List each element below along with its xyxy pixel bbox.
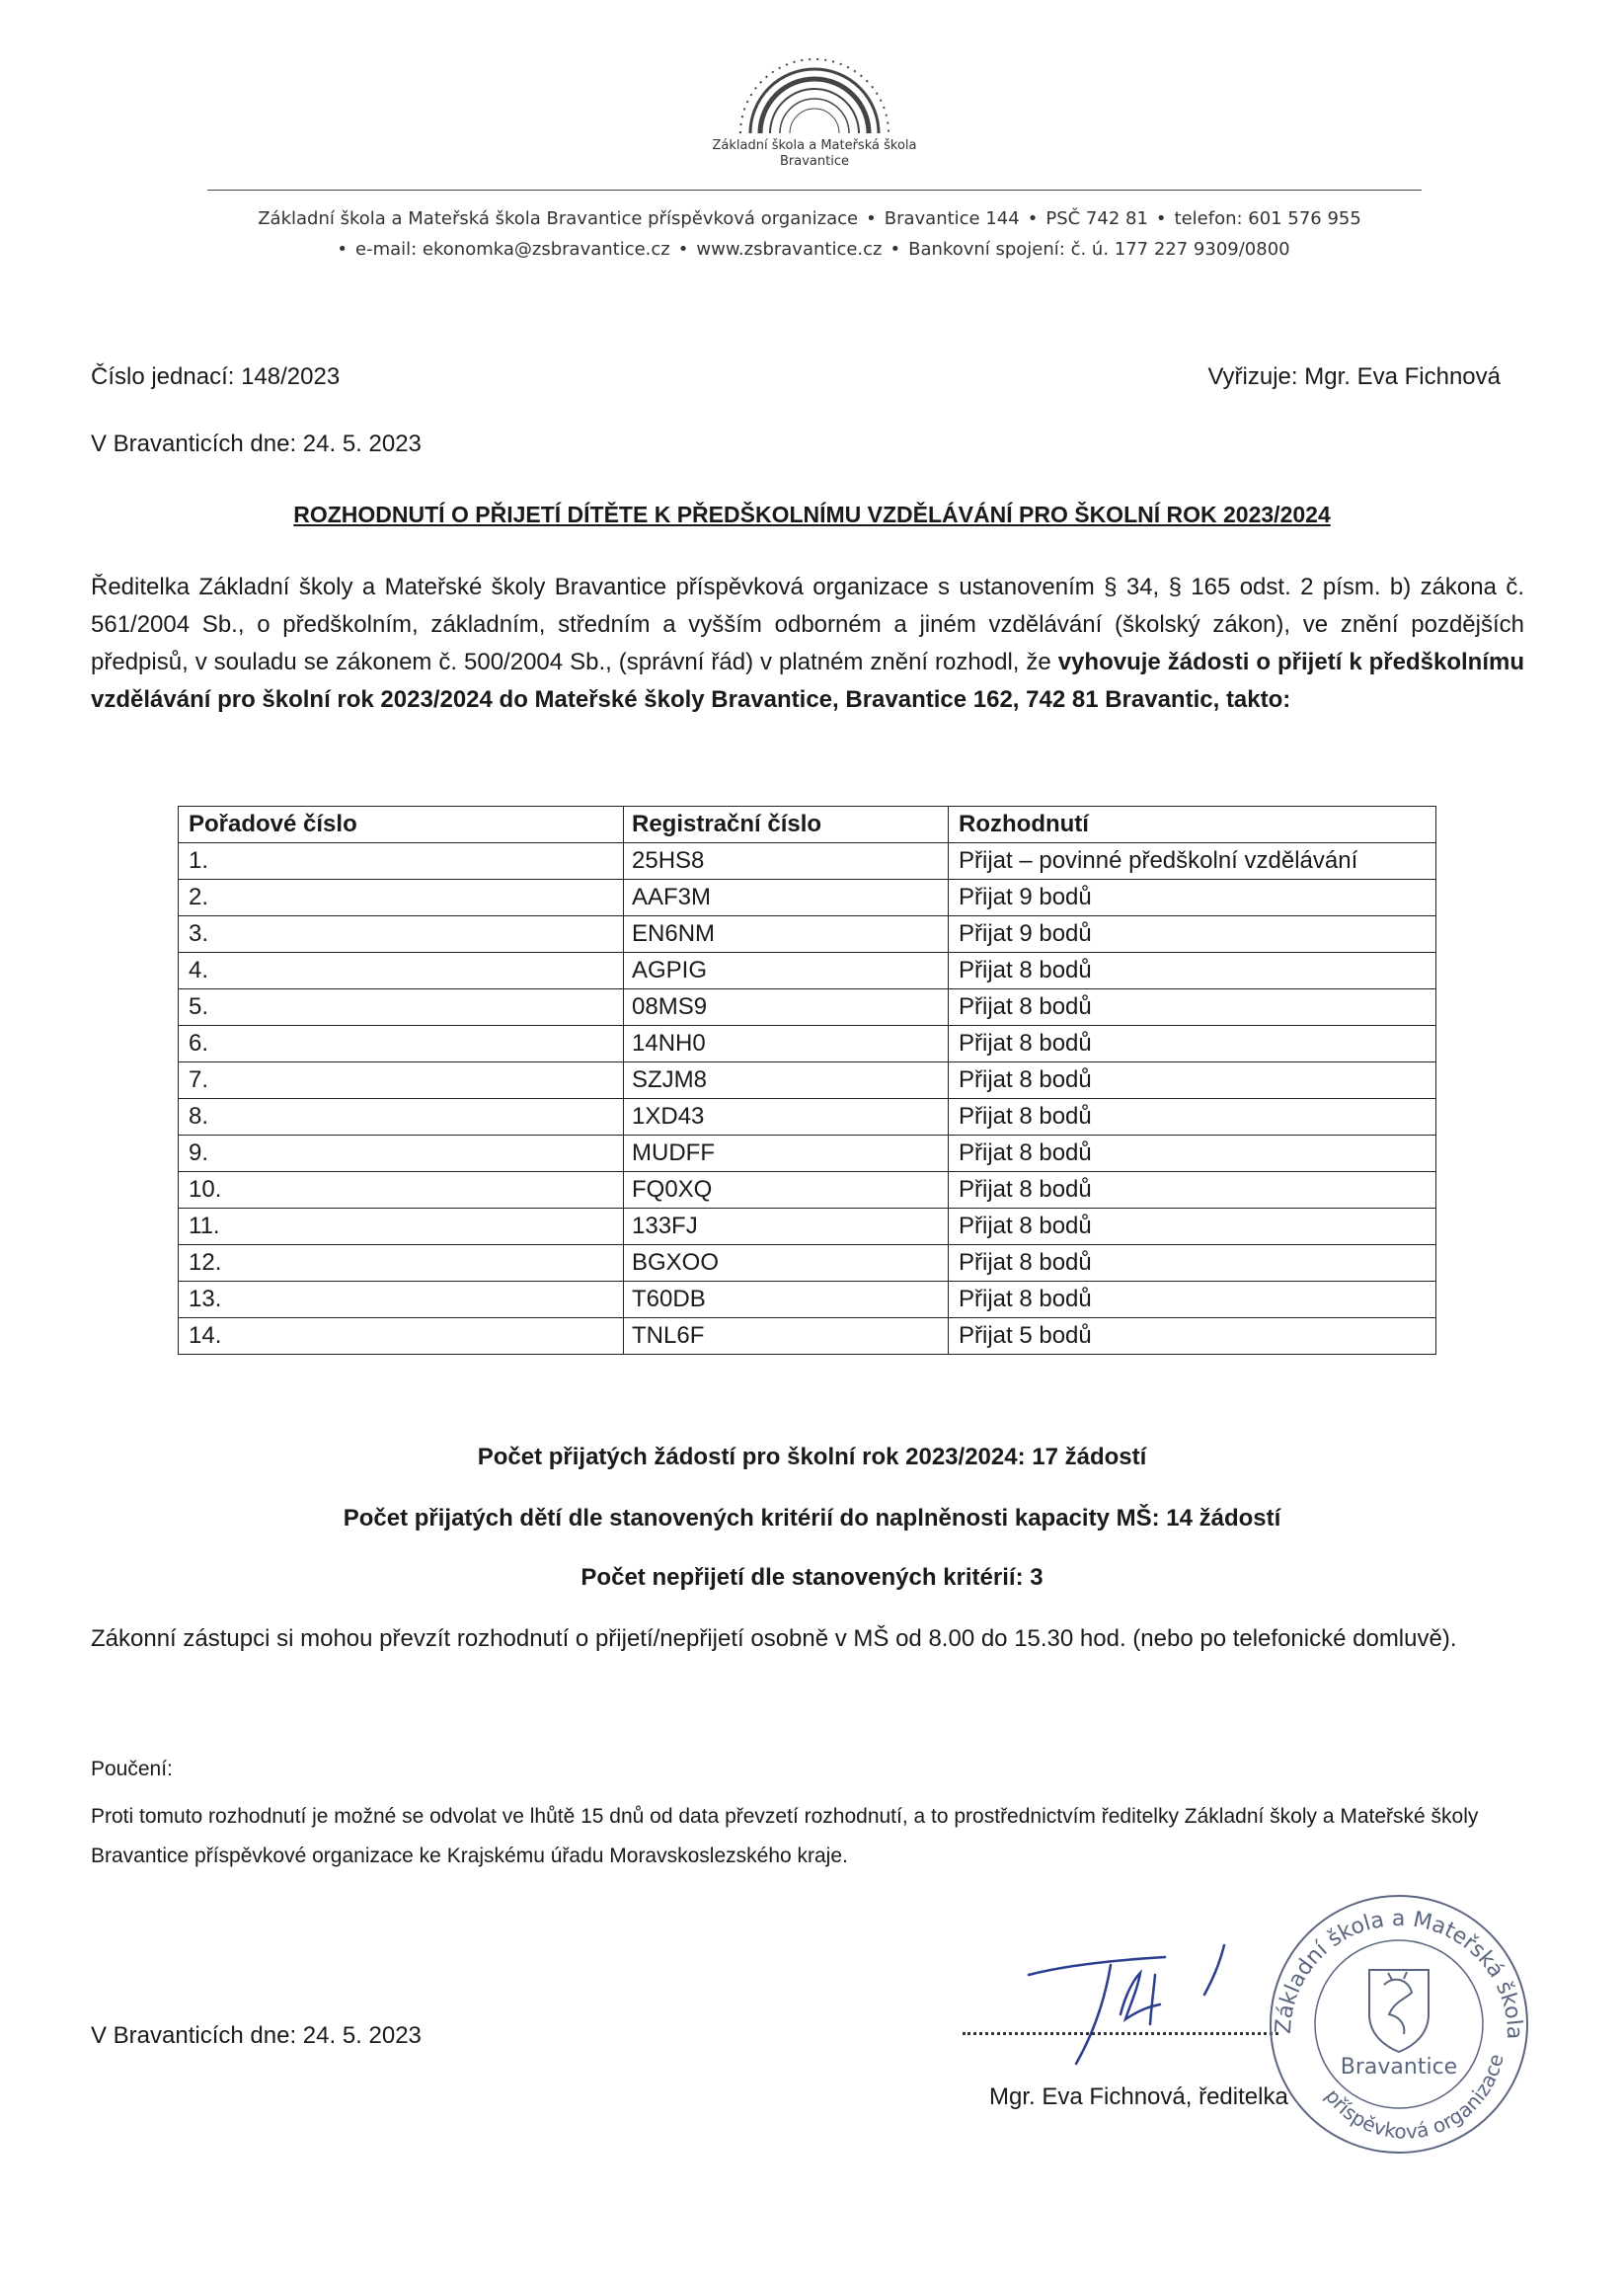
- reference-number: Číslo jednací: 148/2023: [91, 363, 341, 390]
- org-web: www.zsbravantice.cz: [696, 239, 883, 260]
- admission-table: [178, 806, 1436, 1355]
- cell-decision: Přijat 5 bodů: [949, 1318, 1436, 1355]
- intro-bold-text: vyhovuje žádosti o přijetí k předškolnímu vzdělávání pro školní rok 2023/2024 do Mateřské školy Bravantice, Bravantice 162, 742 81 Bravantic, takto:: [91, 649, 1525, 713]
- school-stamp: [1256, 1876, 1542, 2166]
- handled-by: Vyřizuje: Mgr. Eva Fichnová: [1207, 363, 1501, 390]
- table-row: [179, 1136, 1436, 1172]
- table-row: [179, 1282, 1436, 1318]
- cell-registration: 14NH0: [624, 1026, 949, 1062]
- cell-registration: 133FJ: [624, 1209, 949, 1245]
- cell-decision: Přijat – povinné předškolní vzdělávání: [949, 843, 1436, 880]
- cell-registration: 25HS8: [624, 843, 949, 880]
- signer-name: Mgr. Eva Fichnová, ředitelka: [989, 2083, 1288, 2110]
- table-row: [179, 1172, 1436, 1209]
- cell-registration: TNL6F: [624, 1318, 949, 1355]
- table-row: [179, 1318, 1436, 1355]
- cell-order: 10.: [179, 1172, 624, 1209]
- bullet-icon: •: [1155, 208, 1167, 229]
- cell-order: 13.: [179, 1282, 624, 1318]
- rainbow-arc-icon: [706, 39, 923, 138]
- cell-decision: Přijat 8 bodů: [949, 1172, 1436, 1209]
- header-divider: [207, 190, 1422, 191]
- intro-paragraph: [91, 569, 1524, 719]
- bullet-icon: •: [337, 239, 348, 260]
- table-row: [179, 1099, 1436, 1136]
- bullet-icon: •: [866, 208, 877, 229]
- school-logo: [691, 39, 938, 170]
- cell-order: 3.: [179, 916, 624, 953]
- table-row: [179, 1026, 1436, 1062]
- summary-accepted-requests: Počet přijatých žádostí pro školní rok 2023/2024: 17 žádostí: [477, 1444, 1147, 1470]
- cell-order: 11.: [179, 1209, 624, 1245]
- reference-row: [91, 363, 1501, 391]
- cell-decision: Přijat 9 bodů: [949, 916, 1436, 953]
- cell-order: 2.: [179, 880, 624, 916]
- cell-registration: FQ0XQ: [624, 1172, 949, 1209]
- round-stamp-icon: [1256, 1876, 1542, 2162]
- cell-registration: MUDFF: [624, 1136, 949, 1172]
- header-address: [148, 203, 1471, 265]
- logo-line1: Základní škola a Mateřská škola: [712, 138, 917, 153]
- summary-rejected: Počet nepřijetí dle stanovených kritérií: 3: [580, 1564, 1044, 1591]
- table-header-row: [179, 807, 1436, 843]
- cell-registration: EN6NM: [624, 916, 949, 953]
- bullet-icon: •: [677, 239, 689, 260]
- org-email: e-mail: ekonomka@zsbravantice.cz: [355, 239, 670, 260]
- org-phone: telefon: 601 576 955: [1174, 208, 1361, 229]
- document-title: ROZHODNUTÍ O PŘIJETÍ DÍTĚTE K PŘEDŠKOLNÍMU VZDĚLÁVÁNÍ PRO ŠKOLNÍ ROK 2023/2024: [293, 502, 1331, 527]
- cell-decision: Přijat 8 bodů: [949, 989, 1436, 1026]
- cell-registration: BGXOO: [624, 1245, 949, 1282]
- cell-registration: SZJM8: [624, 1062, 949, 1099]
- table-row: [179, 843, 1436, 880]
- column-header-decision: Rozhodnutí: [949, 807, 1436, 843]
- summary-accepted-children: Počet přijatých dětí dle stanovených kritérií do naplněnosti kapacity MŠ: 14 žádostí: [343, 1505, 1281, 1532]
- cell-decision: Přijat 8 bodů: [949, 953, 1436, 989]
- table-row: [179, 953, 1436, 989]
- cell-decision: Přijat 8 bodů: [949, 1026, 1436, 1062]
- signature-icon: [1027, 1935, 1264, 2074]
- cell-decision: Přijat 9 bodů: [949, 880, 1436, 916]
- cell-decision: Přijat 8 bodů: [949, 1209, 1436, 1245]
- org-address: Bravantice 144: [884, 208, 1020, 229]
- cell-registration: 08MS9: [624, 989, 949, 1026]
- table-row: [179, 989, 1436, 1026]
- cell-decision: Přijat 8 bodů: [949, 1062, 1436, 1099]
- bullet-icon: •: [1027, 208, 1039, 229]
- table-row: [179, 1062, 1436, 1099]
- column-header-registration: Registrační číslo: [624, 807, 949, 843]
- pickup-note: Zákonní zástupci si mohou převzít rozhodnutí o přijetí/nepřijetí osobně v MŠ od 8.00 do 15.30 hod. (nebo po telefonické domluvě).: [91, 1625, 1457, 1652]
- table-row: [179, 1209, 1436, 1245]
- bullet-icon: •: [889, 239, 901, 260]
- table-row: [179, 880, 1436, 916]
- stamp-outer-text: Základní škola a Mateřská škola: [1271, 1906, 1527, 2040]
- column-header-order: Pořadové číslo: [179, 807, 624, 843]
- cell-order: 7.: [179, 1062, 624, 1099]
- cell-registration: T60DB: [624, 1282, 949, 1318]
- cell-order: 4.: [179, 953, 624, 989]
- coat-of-arms-icon: [1369, 1970, 1429, 2052]
- org-bank: Bankovní spojení: č. ú. 177 227 9309/0800: [908, 239, 1290, 260]
- cell-order: 5.: [179, 989, 624, 1026]
- stamp-bottom-text: příspěvková organizace: [1320, 2051, 1508, 2144]
- cell-order: 6.: [179, 1026, 624, 1062]
- org-name: Základní škola a Mateřská škola Bravantice příspěvková organizace: [258, 208, 859, 229]
- cell-decision: Přijat 8 bodů: [949, 1282, 1436, 1318]
- cell-decision: Přijat 8 bodů: [949, 1136, 1436, 1172]
- table-row: [179, 916, 1436, 953]
- date-top: V Bravanticích dne: 24. 5. 2023: [91, 431, 422, 457]
- intro-text: Ředitelka Základní školy a Mateřské školy Bravantice příspěvková organizace s ustanovením § 34, § 165 odst. 2 písm. b) zákona č. 561/2004 Sb., o předškolním, základním, středním a vyšším odborném a jiném vzdělávání (školský zákon), ve znění pozdějších předpisů, v souladu se zákonem č. 500/2004 Sb., (správní řád) v platném znění rozhodl, že: [91, 574, 1524, 675]
- cell-registration: 1XD43: [624, 1099, 949, 1136]
- address-line-2: [148, 234, 1471, 265]
- instruction-text: Proti tomuto rozhodnutí je možné se odvolat ve lhůtě 15 dnů od data převzetí rozhodnutí, a to prostřednictvím ředitelky Základní školy a Mateřské školy Bravantice příspěvkové organizace ke Krajskému úřadu Moravskoslezského kraje.: [91, 1805, 1479, 1867]
- stamp-name: Bravantice: [1340, 2055, 1458, 2080]
- cell-decision: Přijat 8 bodů: [949, 1245, 1436, 1282]
- handwritten-signature: [1027, 1935, 1264, 2078]
- cell-order: 12.: [179, 1245, 624, 1282]
- address-line-1: [148, 203, 1471, 234]
- cell-order: 1.: [179, 843, 624, 880]
- cell-registration: AGPIG: [624, 953, 949, 989]
- org-postcode: PSČ 742 81: [1045, 208, 1148, 229]
- cell-order: 9.: [179, 1136, 624, 1172]
- logo-line2: Bravantice: [780, 154, 849, 169]
- cell-registration: AAF3M: [624, 880, 949, 916]
- cell-order: 14.: [179, 1318, 624, 1355]
- cell-order: 8.: [179, 1099, 624, 1136]
- instruction-heading: Poučení:: [91, 1758, 173, 1780]
- date-bottom: V Bravanticích dne: 24. 5. 2023: [91, 2022, 422, 2049]
- table-row: [179, 1245, 1436, 1282]
- cell-decision: Přijat 8 bodů: [949, 1099, 1436, 1136]
